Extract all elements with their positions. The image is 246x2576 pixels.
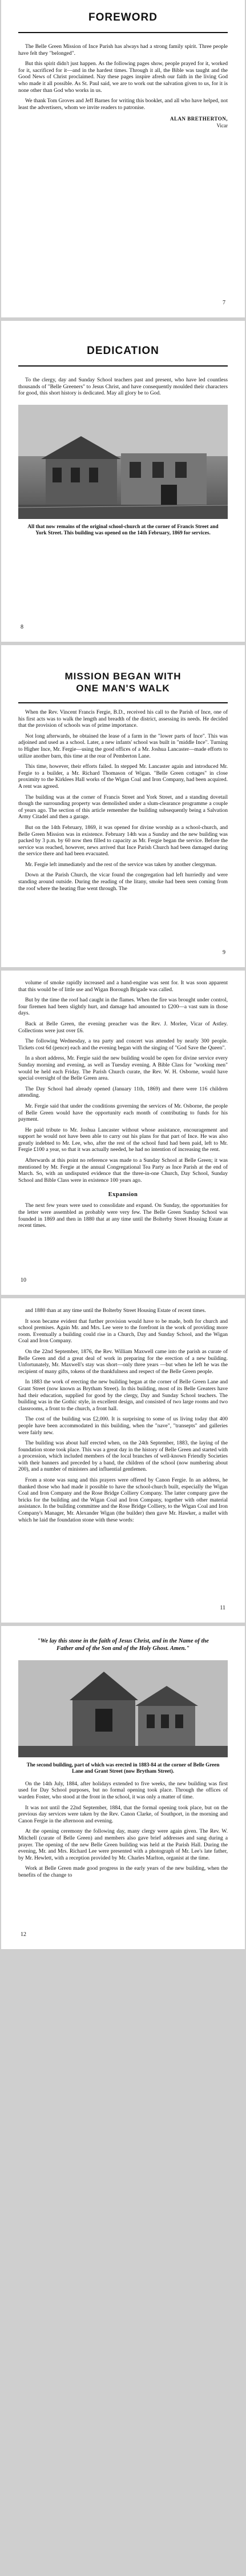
history-paragraph: The Day School had already opened (January 11th, 1869) and there were 116 children attending. bbox=[18, 1085, 228, 1099]
mission-paragraph: But on the 14th February, 1869, it was opened for divine worship as a school-church, and Belle Green Mission was in existence. February 14th was a Sunday and the new building was packed by 3 p.m. by 60 now then filled to capacity as Mr. Fergie began the service. Before the service was reached, however, news arrived that Ince Parish Church had been damaged during the service there and had been evacuated. bbox=[18, 824, 228, 858]
history-paragraph: Afterwards at this point no reference was made to a Sunday School at Belle Green; it was mentioned by Mr. Fergie at the annual Congregational Tea Party as Ince Parish at the end of March. So, with an undisputed evidence that the three-in-one Church, Day School, Sunday School and Bible Class were in existence 100 years ago. bbox=[18, 1157, 228, 1184]
history-paragraph: He paid tribute to Mr. Joshua Lancaster without whose assistance, encouragement and support he would not have been able to carry out his plans for that part of Ince. He was also greatly indebted to Mr. Lee, who, after the rest of the school fund had been paid, left to Mr. Fergie £100 a year, so that it was actually needed, he had no intention of increasing the rent. bbox=[18, 1126, 228, 1153]
history-paragraph: On the 22nd September, 1876, the Rev. William Maxwell came into the parish as curate of Belle Green and did a great deal of work in preparing for the erection of a new building. Unfortunately, Mr. Maxwell's stay was short—only three years —but when he left he was the recipient of many gifts, tokens of the thankfulness and respect of the Belle Green people. bbox=[18, 1348, 228, 1375]
dedication-heading: DEDICATION bbox=[87, 345, 159, 357]
history-paragraph: It was not until the 22nd September, 1884, that the formal opening took place, but on the previous day services were taken by the Rev. Canon Clarke, of Southport, in the morning and Canon Fergie in the afternoon and evening. bbox=[18, 1804, 228, 1824]
school-church-photo-art bbox=[18, 405, 228, 519]
mission-paragraph: Not long afterwards, he obtained the lease of a farm in the "lower parts of Ince". This was adjoined and used as a school. Later, a new infants' school was built in "middle Ince". Turning to Higher Ince, Mr. Fergie—using the good offices of a Mr. Joshua Lancaster—made efforts to utilize another barn, this time at the rear of Pemberton Lane. bbox=[18, 732, 228, 759]
history-page bbox=[1, 1626, 245, 1949]
photo-caption: All that now remains of the original school-church at the corner of Francis Street and York Street. This building was opened on the 14th February, 1869 for services. bbox=[27, 523, 219, 536]
history-paragraph: The following Wednesday, a tea party and concert was attended by nearly 300 people. Tickets cost 6d (pence) each and the evening began with the singing of "God Save the Queen". bbox=[18, 1038, 228, 1051]
history-paragraph: volume of smoke rapidly increased and a hand-engine was sent for. It was soon apparent that this would be of little use and Wigan Borough Brigade was called. bbox=[18, 980, 228, 993]
history-paragraph: At the opening ceremony the following day, many clergy were again given. The Rev. W. Mitchell (curate of Belle Green) and members also gave brief addresses and sang during a prayer. The opening of the new Belle Green building was held at the Parish Hall. During the evening, Mr. and Mrs. Richard Lee were presented with a photograph of Mr. Lee's late father, by Mr. Hewlett, with a reception provided by Mr. Charles Marlton, organist at the time. bbox=[18, 1828, 228, 1861]
section-subheading: Expansion bbox=[108, 1192, 138, 1198]
history-paragraph: On the 14th July, 1884, after holidays extended to five weeks, the new building was first used for Day School purposes, but no formal opening took place. Through the offices of warden Foster, who stood at the front in the school, it was only a matter of time. bbox=[18, 1780, 228, 1800]
mission-paragraph: This time, however, their efforts failed. In stepped Mr. Lancaster again and introduced Mr. Fergie to a builder, a Mr. Richard Thomason of Wigan. "Belle Green cottages" in close proximity to the Kirklees Hall works of the Wigan Coal and Iron Company, had been acquired. A rent was agreed. bbox=[18, 763, 228, 790]
signature-title: Vicar bbox=[216, 123, 228, 129]
history-paragraph: But by the time the roof had caught in the flames. When the fire was brought under control, four firemen had been slightly hurt, and damage had amounted to £200—a vast sum in those days. bbox=[18, 997, 228, 1017]
page-number: 7 bbox=[223, 300, 225, 306]
history-page bbox=[1, 971, 245, 1295]
foreword-signature bbox=[18, 115, 228, 129]
mission-heading-line: ONE MAN'S WALK bbox=[76, 683, 170, 694]
dedication-page bbox=[1, 321, 245, 642]
page-number: 11 bbox=[220, 1605, 225, 1611]
page-number: 8 bbox=[21, 624, 23, 630]
mission-paragraph: Down at the Parish Church, the vicar found the congregation had left hurriedly and were standing around outside. During the reading of the litany, smoke had been seen coming from the roof where the heating flue went through. The bbox=[18, 872, 228, 892]
page-number: 9 bbox=[223, 949, 225, 956]
foreword-paragraph: We thank Tom Groves and Jeff Barnes for writing this booklet, and all who have helped, not least the advertisers, whom we invite readers to patronise. bbox=[18, 98, 228, 111]
history-paragraph: Back at Belle Green, the evening preacher was the Rev. J. Morlee, Vicar of Astley. Collections were just over £6. bbox=[18, 1020, 228, 1034]
foreword-paragraph: But this spirit didn't just happen. As the following pages show, people prayed for it, worked for it, sacrificed for it—and in the hardest times. Through it all, the Bible was taught and the Good News of Christ proclaimed. Nay these pages inspire afresh our faith in the living God who made it all possible. As St. Paul said, we are to work out the salvation given to us, for it is none other than God who works in us. bbox=[18, 61, 228, 94]
second-building-photo bbox=[18, 1660, 228, 1757]
school-church-photo bbox=[18, 405, 228, 519]
history-paragraph: The next few years were used to consolidate and expand. On Sunday, the opportunities for the letter were assembled as probably were very few. The Belle Green Sunday School was founded in 1869 and then in 1880 that at any time until the Bolterby Street Housing Estate at recent times. bbox=[18, 1202, 228, 1229]
history-paragraph: In 1883 the work of erecting the new building began at the corner of Belle Green Lane and Grant Street (now known as Brytham Street). In this building, most of its Belle Greaters have had their education, supplied for good by the clergy, Day and Sunday School teachers. The building was in the Gothic style, in excellent design, and consisted of two large rooms and two classrooms, a front to the church, a front hall. bbox=[18, 1379, 228, 1412]
mission-heading bbox=[18, 645, 228, 694]
foreword-heading: FOREWORD bbox=[88, 11, 158, 23]
history-paragraph: In a short address, Mr. Fergie said the new building would be open for divine service every Sunday morning and evening, as well as Tuesday evening. A Bible Class for "working men" would be held each Friday. The Parish Church curate, the Rev. W. H. Osborne, would have special oversight of the Belle Green area. bbox=[18, 1055, 228, 1082]
page-number: 10 bbox=[21, 1277, 26, 1283]
photo-caption: The second building, part of which was erected in 1883-84 at the corner of Belle Green Lane and Grant Street (now Brytham Street). bbox=[26, 1762, 220, 1774]
history-paragraph: The building was about half erected when, on the 24th September, 1883, the laying of the foundation stone took place. This was a great day in the history of Belle Green and started with a procession, which included members of the local branches of well-known Friendly Societies with their banners and preceded by a band, the children of the school (now numbering about 200), and a number of ministers and influential gentlemen. bbox=[18, 1440, 228, 1473]
history-paragraph: and 1880 than at any time until the Bolterby Street Housing Estate of recent times. bbox=[25, 1307, 206, 1314]
mission-paragraph: When the Rev. Vincent Francis Fergie, B.D., received his call to the Parish of Ince, one of his first acts was to walk the length and breadth of the district, assessing its needs. He decided that the provision of schools was of prime importance. bbox=[18, 709, 228, 729]
history-paragraph: Mr. Fergie said that under the conditions governing the services of Mr. Osborne, the people of Belle Green would have the opportunity each month of contributing to funds for his payment. bbox=[18, 1102, 228, 1123]
dedication-paragraph: To the clergy, day and Sunday School teachers past and present, who have led countless thousands of "Belle Greeners" to Jesus Christ, and have consequently moulded their characters for good, this short history is dedicated. May all glory be to God. bbox=[18, 377, 228, 397]
history-paragraph: Work at Belle Green made good progress in the early years of the new building, when the benefits of the change to bbox=[18, 1865, 228, 1878]
page-number: 12 bbox=[21, 1931, 26, 1938]
mission-paragraph: Mr. Fergie left immediately and the rest of the service was taken by another clergyman. bbox=[25, 861, 217, 868]
signature-name: ALAN BRETHERTON, bbox=[170, 116, 228, 122]
mission-heading-line: MISSION BEGAN WITH bbox=[64, 671, 182, 682]
second-building-photo-art bbox=[18, 1660, 228, 1757]
foreword-page bbox=[1, 0, 245, 317]
history-paragraph: From a stone was sung and this prayers were offered by Canon Fergie. In an address, he thanked those who had made it possible to have the school-church built, especially the Wigan Coal and Iron Company and the Rose Bridge Colliery Company. The latter company gave the bricks for the building and the Wigan Coal and Iron Company, together with other material assistance. In the building committee and the Rose Bridge Colliery, to the Wigan Coal and Iron Company's Manager, Mr. Alexander Wigan (the builder) then gave Mr. Hawker, a mallet with which he laid the foundation stone with these words: bbox=[18, 1477, 228, 1523]
foundation-stone-quote: "We lay this stone in the faith of Jesus Christ, and in the Name of the Father and of the Son and of the Holy Ghost. Amen." bbox=[37, 1638, 209, 1652]
history-paragraph: It soon became evident that further provision would have to be made, both for church and school premises. Again Mr. and Mrs. Lee were to the forefront in the work of providing more room. Eventually a building could rise in a Church, Day and Sunday School, and the Wigan Coal and Iron Company. bbox=[18, 1318, 228, 1345]
mission-page bbox=[1, 645, 245, 967]
history-paragraph: The cost of the building was £2,000. It is surprising to some of us living today that 400 people have been accommodated in this building, when the "nave", "transepts" and galleries were fairly new. bbox=[18, 1416, 228, 1436]
mission-paragraph: The building was at the corner of Francis Street and York Street, and a standing dovetail though the surrounding property was demolished under a slum-clearance programme a couple of years ago. The section of this article remember the building subsequently being a Salvation Army Citadel and then a garage. bbox=[18, 794, 228, 820]
history-page bbox=[1, 1298, 245, 1623]
foreword-paragraph: The Belle Green Mission of Ince Parish has always had a strong family spirit. Three people have felt they "belonged". bbox=[18, 43, 228, 57]
